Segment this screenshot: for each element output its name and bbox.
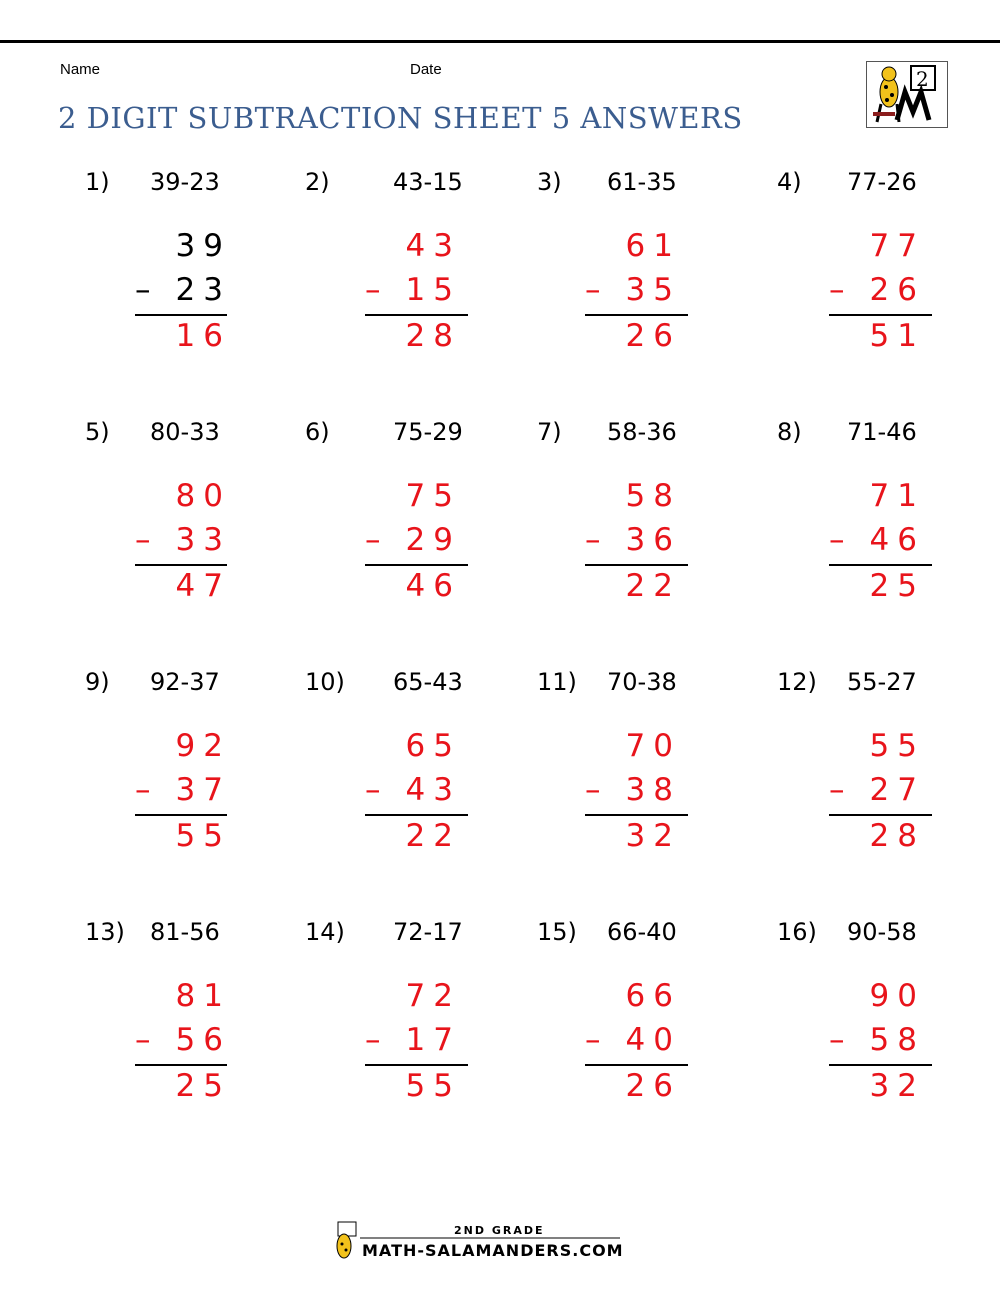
problem-expression: 70-38 bbox=[607, 668, 677, 696]
problem-number: 3) bbox=[537, 168, 562, 196]
answer: 25 bbox=[175, 1068, 231, 1104]
minuend: 55 bbox=[869, 728, 925, 764]
minuend: 71 bbox=[869, 478, 925, 514]
problem-4 bbox=[777, 168, 1000, 398]
subtrahend: 15 bbox=[405, 272, 461, 308]
footer-logo bbox=[330, 1218, 622, 1262]
problem-number: 9) bbox=[85, 668, 110, 696]
answer: 32 bbox=[625, 818, 681, 854]
problem-expression: 66-40 bbox=[607, 918, 677, 946]
answer: 47 bbox=[175, 568, 231, 604]
problem-1 bbox=[85, 168, 325, 398]
problem-expression: 92-37 bbox=[150, 668, 220, 696]
answer-line bbox=[135, 1064, 227, 1066]
answer: 26 bbox=[625, 318, 681, 354]
problem-2 bbox=[305, 168, 545, 398]
subtrahend: 35 bbox=[625, 272, 681, 308]
minus-sign: – bbox=[135, 1022, 151, 1058]
subtrahend: 56 bbox=[175, 1022, 231, 1058]
answer-line bbox=[365, 1064, 468, 1066]
answer: 46 bbox=[405, 568, 461, 604]
answer-line bbox=[365, 314, 468, 316]
minus-sign: – bbox=[365, 272, 381, 308]
subtrahend: 29 bbox=[405, 522, 461, 558]
footer-grade: 2ND GRADE bbox=[454, 1224, 545, 1237]
minus-sign: – bbox=[135, 522, 151, 558]
problem-number: 14) bbox=[305, 918, 345, 946]
minuend: 66 bbox=[625, 978, 681, 1014]
minus-sign: – bbox=[365, 1022, 381, 1058]
minus-sign: – bbox=[585, 522, 601, 558]
answer-line bbox=[585, 314, 688, 316]
minus-sign: – bbox=[585, 272, 601, 308]
subtrahend: 40 bbox=[625, 1022, 681, 1058]
minus-sign: – bbox=[829, 272, 845, 308]
answer: 28 bbox=[869, 818, 925, 854]
problem-number: 12) bbox=[777, 668, 817, 696]
minuend: 72 bbox=[405, 978, 461, 1014]
answer-line bbox=[135, 314, 227, 316]
answer-line bbox=[365, 814, 468, 816]
problem-15 bbox=[537, 918, 777, 1148]
answer: 26 bbox=[625, 1068, 681, 1104]
problem-number: 2) bbox=[305, 168, 330, 196]
answer-line bbox=[829, 564, 932, 566]
subtrahend: 17 bbox=[405, 1022, 461, 1058]
answer-line bbox=[829, 314, 932, 316]
problem-12 bbox=[777, 668, 1000, 898]
answer-line bbox=[365, 564, 468, 566]
top-rule bbox=[0, 40, 1000, 43]
subtrahend: 58 bbox=[869, 1022, 925, 1058]
minuend: 81 bbox=[175, 978, 231, 1014]
minus-sign: – bbox=[585, 1022, 601, 1058]
answer: 55 bbox=[175, 818, 231, 854]
answer: 51 bbox=[869, 318, 925, 354]
minuend: 80 bbox=[175, 478, 231, 514]
minuend: 77 bbox=[869, 228, 925, 264]
subtrahend: 38 bbox=[625, 772, 681, 808]
problem-16 bbox=[777, 918, 1000, 1148]
answer: 22 bbox=[405, 818, 461, 854]
minus-sign: – bbox=[365, 522, 381, 558]
problem-expression: 72-17 bbox=[393, 918, 463, 946]
problem-8 bbox=[777, 418, 1000, 648]
answer-line bbox=[135, 814, 227, 816]
subtrahend: 36 bbox=[625, 522, 681, 558]
answer-line bbox=[135, 564, 227, 566]
minuend: 39 bbox=[175, 228, 231, 264]
subtrahend: 37 bbox=[175, 772, 231, 808]
problem-number: 8) bbox=[777, 418, 802, 446]
subtrahend: 23 bbox=[175, 272, 231, 308]
problem-14 bbox=[305, 918, 545, 1148]
problem-number: 10) bbox=[305, 668, 345, 696]
subtrahend: 27 bbox=[869, 772, 925, 808]
minuend: 65 bbox=[405, 728, 461, 764]
answer: 16 bbox=[175, 318, 231, 354]
date-label: Date bbox=[410, 61, 442, 78]
problem-number: 16) bbox=[777, 918, 817, 946]
logo-badge-number: 2 bbox=[916, 67, 929, 91]
answer: 32 bbox=[869, 1068, 925, 1104]
problem-expression: 43-15 bbox=[393, 168, 463, 196]
minus-sign: – bbox=[829, 522, 845, 558]
minus-sign: – bbox=[585, 772, 601, 808]
subtrahend: 26 bbox=[869, 272, 925, 308]
minus-sign: – bbox=[365, 772, 381, 808]
problem-expression: 61-35 bbox=[607, 168, 677, 196]
problem-expression: 80-33 bbox=[150, 418, 220, 446]
answer-line bbox=[585, 814, 688, 816]
problem-expression: 39-23 bbox=[150, 168, 220, 196]
problem-expression: 77-26 bbox=[847, 168, 917, 196]
minuend: 92 bbox=[175, 728, 231, 764]
subtrahend: 43 bbox=[405, 772, 461, 808]
problem-10 bbox=[305, 668, 545, 898]
minuend: 61 bbox=[625, 228, 681, 264]
problem-6 bbox=[305, 418, 545, 648]
name-label: Name bbox=[60, 61, 101, 78]
problem-number: 4) bbox=[777, 168, 802, 196]
answer: 28 bbox=[405, 318, 461, 354]
problem-number: 1) bbox=[85, 168, 110, 196]
page-title: 2 DIGIT SUBTRACTION SHEET 5 ANSWERS bbox=[58, 101, 743, 135]
subtrahend: 46 bbox=[869, 522, 925, 558]
problem-9 bbox=[85, 668, 325, 898]
problem-13 bbox=[85, 918, 325, 1148]
minuend: 70 bbox=[625, 728, 681, 764]
minus-sign: – bbox=[135, 272, 151, 308]
problem-expression: 75-29 bbox=[393, 418, 463, 446]
problem-expression: 58-36 bbox=[607, 418, 677, 446]
minus-sign: – bbox=[829, 1022, 845, 1058]
problem-number: 13) bbox=[85, 918, 125, 946]
minuend: 43 bbox=[405, 228, 461, 264]
problem-number: 15) bbox=[537, 918, 577, 946]
salamander-logo bbox=[866, 61, 948, 128]
problem-3 bbox=[537, 168, 777, 398]
minuend: 90 bbox=[869, 978, 925, 1014]
minus-sign: – bbox=[829, 772, 845, 808]
problem-expression: 81-56 bbox=[150, 918, 220, 946]
answer-line bbox=[585, 564, 688, 566]
minuend: 58 bbox=[625, 478, 681, 514]
answer-line bbox=[829, 1064, 932, 1066]
problem-expression: 90-58 bbox=[847, 918, 917, 946]
problem-expression: 55-27 bbox=[847, 668, 917, 696]
problem-number: 11) bbox=[537, 668, 577, 696]
answer-line bbox=[829, 814, 932, 816]
problem-7 bbox=[537, 418, 777, 648]
answer-line bbox=[585, 1064, 688, 1066]
problem-number: 5) bbox=[85, 418, 110, 446]
footer-site: MATH-SALAMANDERS.COM bbox=[362, 1241, 622, 1260]
problem-number: 6) bbox=[305, 418, 330, 446]
problem-expression: 65-43 bbox=[393, 668, 463, 696]
answer: 55 bbox=[405, 1068, 461, 1104]
answer: 25 bbox=[869, 568, 925, 604]
minus-sign: – bbox=[135, 772, 151, 808]
problem-number: 7) bbox=[537, 418, 562, 446]
subtrahend: 33 bbox=[175, 522, 231, 558]
problem-5 bbox=[85, 418, 325, 648]
answer: 22 bbox=[625, 568, 681, 604]
problem-expression: 71-46 bbox=[847, 418, 917, 446]
problem-11 bbox=[537, 668, 777, 898]
minuend: 75 bbox=[405, 478, 461, 514]
